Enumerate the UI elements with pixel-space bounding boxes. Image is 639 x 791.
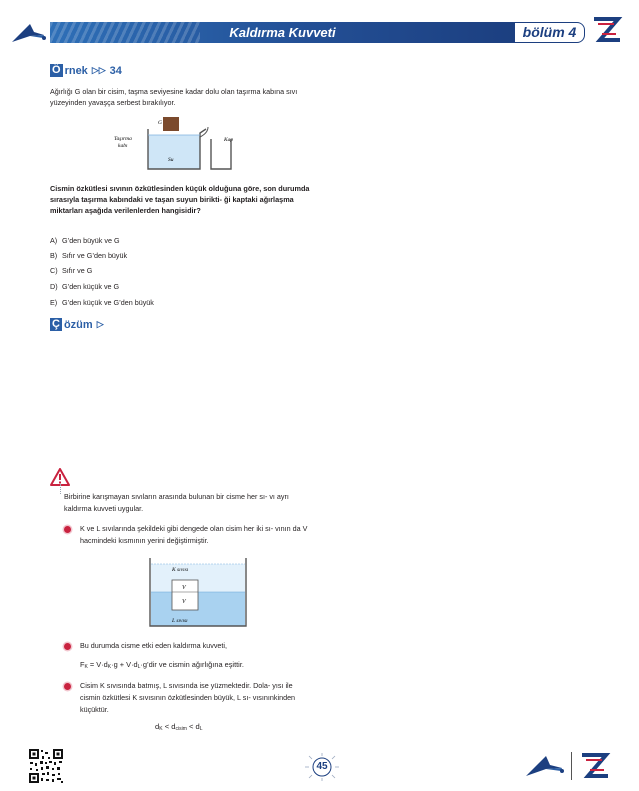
volume-bottom-label: V xyxy=(182,599,186,605)
example-tag xyxy=(50,64,122,77)
option-b[interactable]: B) Sıfır ve G’den büyük xyxy=(50,251,128,260)
option-c[interactable]: C) Sıfır ve G xyxy=(50,266,93,275)
note-intro: Birbirine karışmayan sıvıların arasında bulunan bir cisme her sı- vı ayrı kaldırma kuvveti uygular. xyxy=(64,492,289,513)
solution-tag xyxy=(50,318,104,331)
chapter-label: bölüm 4 xyxy=(515,22,585,43)
header-banner xyxy=(50,22,515,43)
z-logo-icon xyxy=(578,750,612,782)
solution-area xyxy=(50,338,312,458)
two-liquid-beaker-figure xyxy=(148,556,248,628)
option-e[interactable]: E) G’den küçük ve G’den büyük xyxy=(50,298,154,307)
cup-label: Kap xyxy=(224,137,234,143)
top-liquid-label: K sıvısı xyxy=(172,567,189,573)
z-logo-icon xyxy=(590,14,624,46)
example-number: 34 xyxy=(109,64,122,77)
solution-tag-word: özüm xyxy=(63,318,93,331)
note-bullet-1: K ve L sıvılarında şekildeki gibi dengede olan cisim her iki sı- vının da V hacmindeki kısmının yerini değiştirmiştir. xyxy=(80,524,308,545)
volume-top-label: V xyxy=(182,585,186,591)
option-d[interactable]: D) G’den küçük ve G xyxy=(50,282,120,291)
note-bullet-2: Bu durumda cisme etki eden kaldırma kuvveti, xyxy=(80,641,228,650)
vessel-label-1: Taşırma xyxy=(114,136,132,142)
note-bullet-3: Cisim K sıvısında batmış, L sıvısında ise yüzmektedir. Dola- yısı ile cismin özkütlesi K sıvısının özkütlesinden büyük, L sı- vısınınkinden küçüktür. xyxy=(80,681,296,714)
qr-code-icon[interactable] xyxy=(28,748,64,784)
vessel-label-2: kabı xyxy=(118,143,128,149)
double-chevron-icon: ▷▷ xyxy=(91,65,106,75)
liquid-label: Su xyxy=(168,157,174,163)
header-title: Kaldırma Kuvveti xyxy=(229,25,336,40)
bullet-icon xyxy=(64,526,71,533)
example-tag-word: rnek xyxy=(64,64,88,77)
page-number: 45 xyxy=(316,761,328,772)
arrow-logo-icon xyxy=(524,752,564,780)
density-inequality: $d_K < d_{cisim} < d_L$ xyxy=(155,722,203,732)
note-divider xyxy=(60,484,62,494)
question-stem: Cismin özkütlesi sıvının özkütlesinden küçük olduğuna göre, son durumda sırasıyla taşırma kabındaki ve taşan suyun birikti- ği kaptaki ağırlaşma miktarları aşağıda verilenlerden hangisidir? xyxy=(50,184,310,215)
bullet-icon xyxy=(64,683,71,690)
option-a[interactable]: A) G’den büyük ve G xyxy=(50,236,120,245)
object-label: G xyxy=(158,120,162,126)
page-badge xyxy=(300,752,344,782)
solution-tag-letter: Ç xyxy=(52,318,60,330)
example-tag-letter: Ö xyxy=(52,64,61,76)
bottom-liquid-label: L sıvısı xyxy=(172,618,188,624)
bullet-icon xyxy=(64,643,71,650)
buoyancy-formula: $F_K = V\cdot d_K\cdot g$ + $V\cdot d_L\cdot g’dir$ ve cismin ağırlığına eşittir. xyxy=(80,660,244,670)
footer-divider xyxy=(571,752,572,780)
double-chevron-icon: ▷ xyxy=(96,319,104,329)
question-intro: Ağırlığı G olan bir cisim, taşma seviyesine kadar dolu olan taşırma kabına sıvı yüzeyinden yavaşça serbest bırakılıyor. xyxy=(50,87,298,107)
arrow-logo-icon xyxy=(10,20,46,46)
overflow-vessel-figure xyxy=(112,113,252,175)
